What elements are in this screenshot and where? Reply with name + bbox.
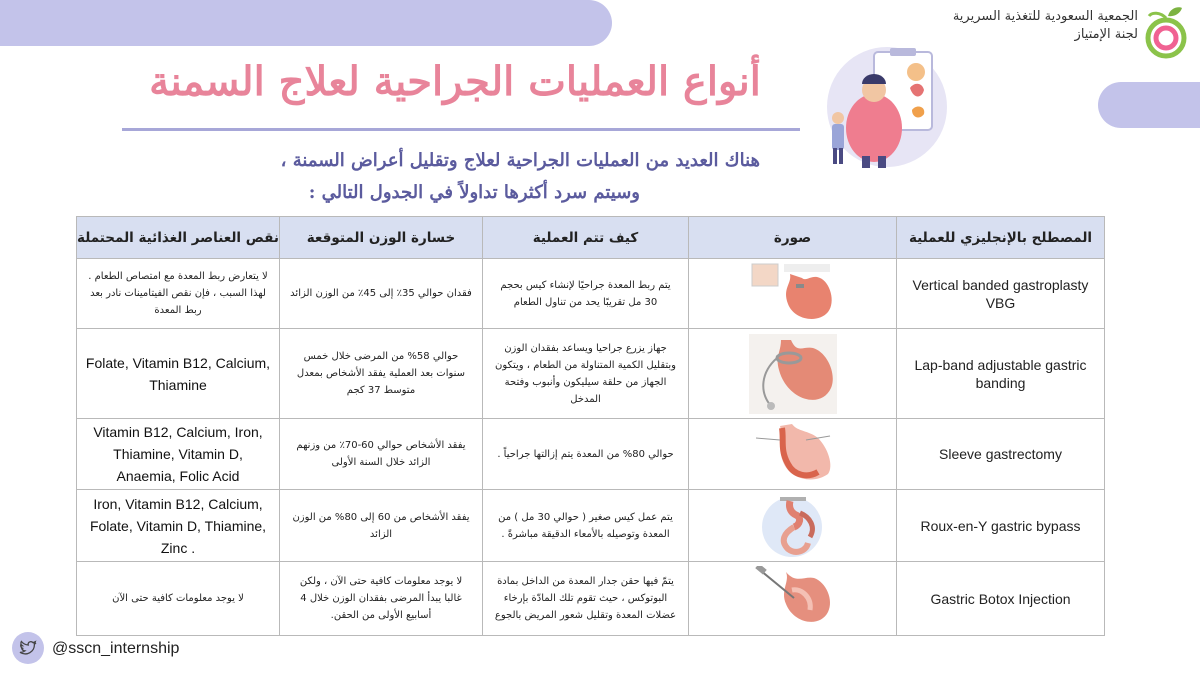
deficiency-cell: Vitamin B12, Calcium, Iron, Thiamine, Vitamin D, Anaemia, Folic Acid (77, 419, 280, 490)
loss-cell: فقدان حوالي 35٪ إلى 45٪ من الوزن الزائد (280, 259, 483, 329)
org-name-text: الجمعية السعودية للتغذية السريرية (952, 9, 1138, 24)
header-image: صورة (689, 217, 897, 259)
how-cell: يتمّ فيها حقن جدار المعدة من الداخل بمادة البوتوكس ، حيث تقوم تلك المادّة بإرخاء عضلات المعدة وتقليل شعور المريض بالجوع (483, 562, 689, 636)
table-row (77, 329, 1105, 419)
loss-cell: يفقد الأشخاص من 60 إلى 80% من الوزن الزائد (280, 490, 483, 562)
organization-name (908, 8, 1138, 44)
image-cell (689, 490, 897, 562)
surgery-table (76, 216, 1105, 636)
sleeve-stomach-illustration-icon (750, 422, 836, 486)
org-subtitle-text: لجنة الإمتياز (1074, 27, 1138, 42)
page-title: أنواع العمليات الجراحية لعلاج السمنة (149, 58, 761, 105)
deficiency-cell: Iron, Vitamin B12, Calcium, Folate, Vitamin D, Thiamine, Zinc . (77, 490, 280, 562)
header-term: المصطلح بالإنجليزي للعملية (897, 217, 1105, 259)
botox-injection-illustration-icon (750, 566, 836, 632)
how-cell: يتم ربط المعدة جراحيًا لإنشاء كيس بحجم 30 مل تقريبًا يحد من تناول الطعام (483, 259, 689, 329)
obesity-illustration-icon (812, 44, 962, 170)
header-deficiency: نقص العناصر الغذائية المحتملة (77, 217, 280, 259)
image-cell (689, 419, 897, 490)
twitter-icon[interactable] (12, 632, 44, 664)
image-cell (689, 562, 897, 636)
table-row (77, 259, 1105, 329)
deficiency-cell: Folate, Vitamin B12, Calcium, Thiamine (77, 329, 280, 419)
term-cell: Sleeve gastrectomy (897, 419, 1105, 490)
term-cell: Roux-en-Y gastric bypass (897, 490, 1105, 562)
top-decor-band (0, 0, 612, 46)
loss-cell: لا يوجد معلومات كافية حتى الآن ، ولكن غالبا يبدأ المرضى بفقدان الوزن خلال 4 أسابيع الأولى من الحقن. (280, 562, 483, 636)
apple-logo-icon (1142, 4, 1190, 60)
how-cell: حوالي 80% من المعدة يتم إزالتها جراحياً . (483, 419, 689, 490)
deficiency-cell: لا يوجد معلومات كافية حتى الآن (77, 562, 280, 636)
table-row (77, 562, 1105, 636)
how-cell: يتم عمل كيس صغير ( حوالي 30 مل ) من المعدة وتوصيله بالأمعاء الدقيقة مباشرةً . (483, 490, 689, 562)
loss-cell: يفقد الأشخاص حوالي 60-70٪ من وزنهم الزائد خلال السنة الأولى (280, 419, 483, 490)
header-how: كيف تتم العملية (483, 217, 689, 259)
table-row (77, 419, 1105, 490)
twitter-handle[interactable]: @sscn_internship (52, 640, 180, 657)
image-cell (689, 329, 897, 419)
intro-line-1: هناك العديد من العمليات الجراحية لعلاج وتقليل أعراض السمنة ، (280, 150, 760, 171)
intro-line-2: وسيتم سرد أكثرها تداولاً في الجدول التالي : (308, 182, 640, 203)
twitter-bird-icon (12, 632, 44, 664)
how-cell: جهاز يزرع جراحيا ويساعد بفقدان الوزن وبتقليل الكمية المتناولة من الطعام ، ويتكون الجهاز من حلقة سيليكون وأنبوب وفتحة المدخل (483, 329, 689, 419)
header-loss: خسارة الوزن المتوقعة (280, 217, 483, 259)
stomach-band-illustration-icon (750, 262, 836, 326)
side-decor-band (1098, 82, 1200, 128)
gastric-bypass-illustration-icon (750, 493, 836, 559)
table-row (77, 490, 1105, 562)
term-cell: Lap-band adjustable gastric banding (897, 329, 1105, 419)
title-divider (122, 128, 800, 131)
term-cell: Vertical banded gastroplasty VBG (897, 259, 1105, 329)
image-cell (689, 259, 897, 329)
deficiency-cell: لا يتعارض ربط المعدة مع امتصاص الطعام . لهذا السبب ، فإن نقص الفيتامينات نادر بعد ربط المعدة (77, 259, 280, 329)
table-header-row (77, 217, 1105, 259)
loss-cell: حوالي 58% من المرضى خلال خمس سنوات بعد العملية يفقد الأشخاص بمعدل متوسط 37 كجم (280, 329, 483, 419)
adjustable-band-illustration-icon (747, 332, 839, 416)
term-cell: Gastric Botox Injection (897, 562, 1105, 636)
